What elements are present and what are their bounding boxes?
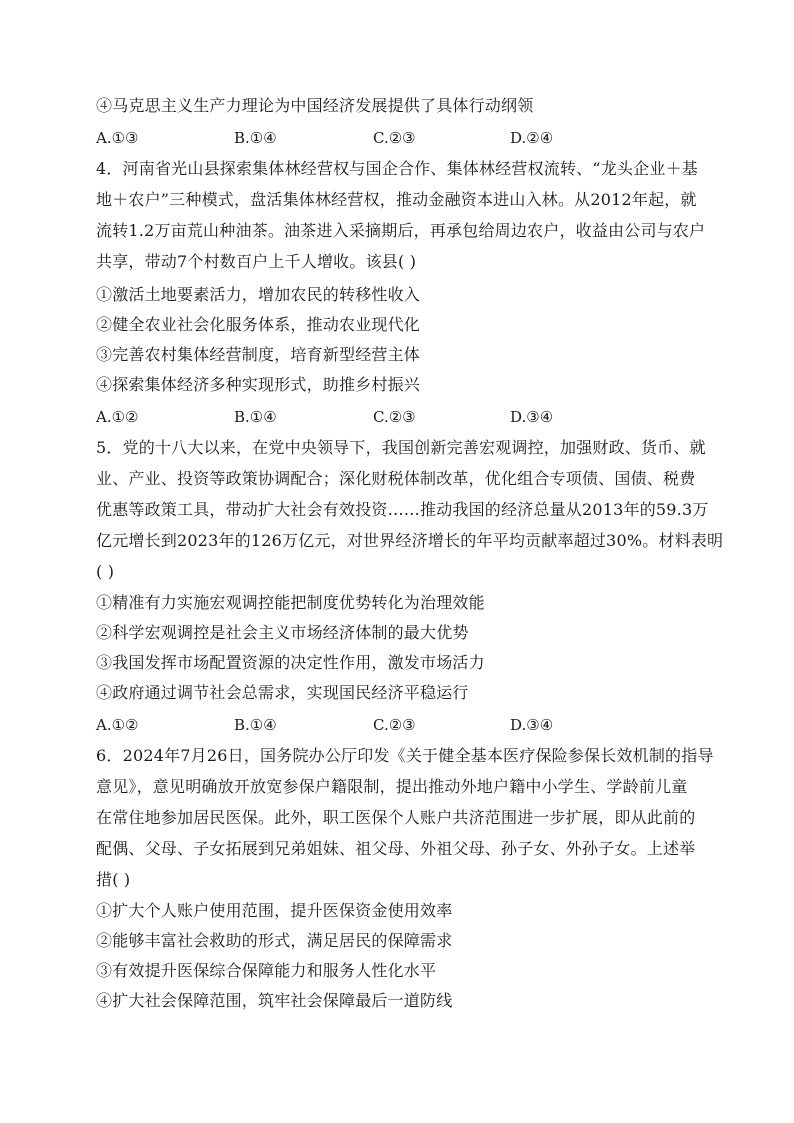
q5-stem-line: 5．党的十八大以来，在党中央领导下，我国创新完善宏观调控，加强财政、货币、就 bbox=[96, 438, 706, 457]
q4-choice-c: C.②③ bbox=[373, 408, 416, 426]
q5-statement-3: ③我国发挥市场配置资源的决定性作用，激发市场活力 bbox=[96, 653, 485, 672]
q3-choice-a: A.①③ bbox=[96, 129, 139, 147]
q4-answer-options bbox=[96, 407, 696, 427]
q5-stem-line: 优惠等政策工具，带动扩大社会有效投资……推动我国的经济总量从2013年的59.3万 bbox=[96, 500, 709, 519]
q4-stem-line: 地＋农户”三种模式，盘活集体林经营权，推动金融资本进山入林。从2012年起，就 bbox=[96, 190, 697, 209]
q4-stem-line: 共享，带动7个村数百户上千人增收。该县( ) bbox=[96, 252, 417, 271]
q3-choice-b: B.①④ bbox=[234, 129, 277, 147]
q4-choice-d: D.③④ bbox=[510, 408, 554, 426]
q4-stem-line: 流转1.2万亩荒山种油茶。油茶进入采摘期后，再承包给周边农户，收益由公司与农户 bbox=[96, 221, 706, 240]
q6-stem-line: 意见》，意见明确放开放宽参保户籍限制，提出推动外地户籍中小学生、学龄前儿童 bbox=[96, 777, 688, 796]
q5-statement-1: ①精准有力实施宏观调控能把制度优势转化为治理效能 bbox=[96, 593, 485, 612]
q6-statement-4: ④扩大社会保障范围，筑牢社会保障最后一道防线 bbox=[96, 991, 453, 1010]
q5-statement-4: ④政府通过调节社会总需求，实现国民经济平稳运行 bbox=[96, 683, 469, 702]
q4-choice-a: A.①② bbox=[96, 408, 139, 426]
q5-choice-d: D.③④ bbox=[510, 716, 554, 734]
q5-choice-b: B.①④ bbox=[234, 716, 277, 734]
q4-statement-2: ②健全农业社会化服务体系，推动农业现代化 bbox=[96, 315, 421, 334]
q5-choice-a: A.①② bbox=[96, 716, 139, 734]
q6-statement-1: ①扩大个人账户使用范围，提升医保资金使用效率 bbox=[96, 901, 453, 920]
q4-statement-4: ④探索集体经济多种实现形式，助推乡村振兴 bbox=[96, 375, 421, 394]
q3-option-item-4: ④马克思主义生产力理论为中国经济发展提供了具体行动纲领 bbox=[96, 96, 534, 115]
q4-stem-line: 4．河南省光山县探索集体林经营权与国企合作、集体林经营权流转、“龙头企业＋基 bbox=[96, 159, 698, 178]
q5-stem-line: ( ) bbox=[96, 562, 115, 581]
q6-stem-line: 6．2024年7月26日，国务院办公厅印发《关于健全基本医疗保险参保长效机制的指导 bbox=[96, 746, 714, 765]
q6-stem-line: 配偶、父母、子女拓展到兄弟姐妹、祖父母、外祖父母、孙子女、外孙子女。上述举 bbox=[96, 839, 696, 858]
q6-stem-line: 措( ) bbox=[96, 870, 131, 889]
q5-stem-line: 亿元增长到2023年的126万亿元，对世界经济增长的年平均贡献率超过30%。材料表明 bbox=[96, 531, 724, 550]
q3-choice-d: D.②④ bbox=[510, 129, 554, 147]
q4-statement-1: ①激活土地要素活力，增加农民的转移性收入 bbox=[96, 285, 421, 304]
q5-answer-options bbox=[96, 715, 696, 735]
q6-statement-3: ③有效提升医保综合保障能力和服务人性化水平 bbox=[96, 961, 437, 980]
q5-statement-2: ②科学宏观调控是社会主义市场经济体制的最大优势 bbox=[96, 623, 469, 642]
q3-choice-c: C.②③ bbox=[373, 129, 416, 147]
q4-choice-b: B.①④ bbox=[234, 408, 277, 426]
q6-stem-line: 在常住地参加居民医保。此外，职工医保个人账户共济范围进一步扩展，即从此前的 bbox=[96, 808, 696, 827]
q6-statement-2: ②能够丰富社会救助的形式，满足居民的保障需求 bbox=[96, 931, 453, 950]
q4-statement-3: ③完善农村集体经营制度，培育新型经营主体 bbox=[96, 345, 421, 364]
q5-stem-line: 业、产业、投资等政策协调配合；深化财税体制改革，优化组合专项债、国债、税费 bbox=[96, 469, 696, 488]
q3-answer-options bbox=[96, 128, 696, 148]
q5-choice-c: C.②③ bbox=[373, 716, 416, 734]
